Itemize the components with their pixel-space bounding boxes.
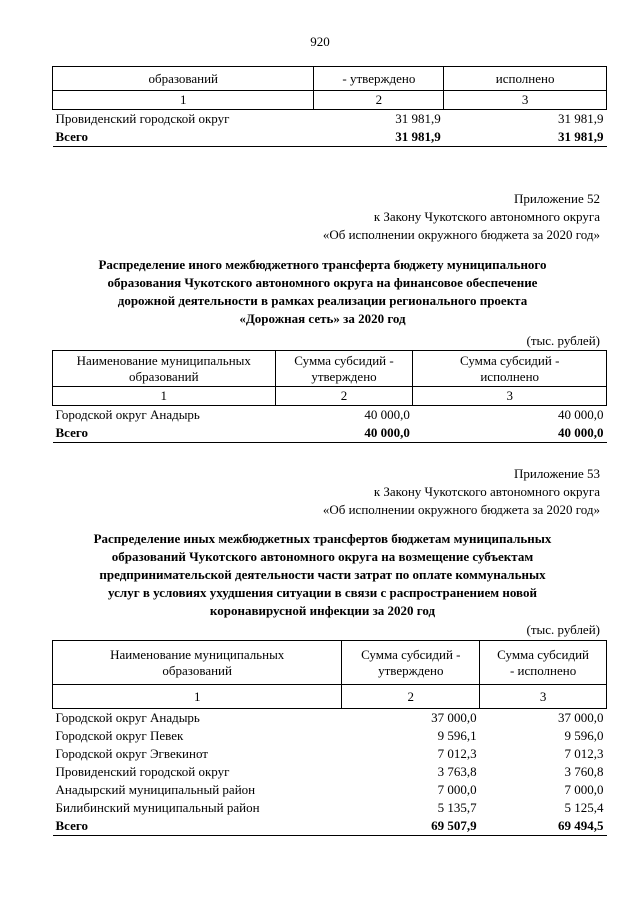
column-header: Наименование муниципальных образований	[53, 351, 276, 387]
appendix-number: Приложение 53	[513, 466, 600, 481]
row-executed: 37 000,0	[558, 710, 604, 725]
row-approved: 40 000,0	[364, 407, 410, 422]
row-name: Билибинский муниципальный район	[55, 800, 260, 815]
appendix-number: Приложение 52	[513, 191, 600, 206]
units-label: (тыс. рублей)	[526, 622, 600, 637]
row-approved: 5 135,7	[437, 800, 477, 815]
row-executed: 31 981,9	[558, 111, 604, 126]
appendix-law-title: «Об исполнении окружного бюджета за 2020 год»	[322, 227, 600, 242]
appendix-law-title: «Об исполнении окружного бюджета за 2020 год»	[322, 502, 600, 517]
row-name: Провиденский городской округ	[55, 111, 230, 126]
total-approved: 40 000,0	[275, 424, 413, 443]
column-number: 1	[53, 387, 276, 406]
column-header: исполнено	[444, 67, 607, 91]
column-header: Сумма субсидий - исполнено	[413, 351, 607, 387]
row-executed: 7 000,0	[564, 782, 604, 797]
table-row	[53, 709, 607, 728]
row-approved: 7 000,0	[437, 782, 477, 797]
total-label: Всего	[53, 128, 314, 147]
column-header: Сумма субсидий - утверждено	[342, 641, 480, 685]
column-header: Наименование муниципальных образований	[53, 641, 342, 685]
appendix-53-title: Распределение иных межбюджетных трансфертов бюджетам муниципальных образований Чукотского автономного округа на возмещение субъектам предпринимательской деятельности части затрат по оплате коммунальных услуг в условиях ухудшения ситуации в связи с распространением новой коронавирусной инфекции за 2020 год	[93, 531, 552, 618]
row-executed: 9 596,0	[564, 728, 604, 743]
appendix-law: к Закону Чукотского автономного округа	[373, 209, 600, 224]
row-executed: 5 125,4	[564, 800, 604, 815]
row-name: Провиденский городской округ	[55, 764, 230, 779]
row-executed: 3 760,8	[564, 764, 604, 779]
column-number: 3	[480, 685, 607, 709]
appendix-53-header	[323, 465, 600, 519]
column-number: 1	[53, 91, 314, 110]
column-number: 3	[444, 91, 607, 110]
row-executed: 40 000,0	[558, 407, 604, 422]
row-approved: 31 981,9	[395, 111, 441, 126]
table-row	[53, 763, 607, 781]
column-number: 2	[275, 387, 413, 406]
total-row	[53, 128, 607, 147]
table-row	[53, 406, 607, 425]
row-approved: 37 000,0	[431, 710, 477, 725]
row-approved: 9 596,1	[437, 728, 477, 743]
table-row	[53, 727, 607, 745]
total-label: Всего	[53, 424, 276, 443]
row-name: Городской округ Анадырь	[55, 407, 200, 422]
total-row	[53, 424, 607, 443]
row-name: Городской округ Анадырь	[55, 710, 200, 725]
row-name: Городской округ Певек	[55, 728, 184, 743]
table-row	[53, 110, 607, 129]
total-approved: 31 981,9	[314, 128, 444, 147]
row-executed: 7 012,3	[564, 746, 604, 761]
row-name: Анадырский муниципальный район	[55, 782, 256, 797]
total-executed: 40 000,0	[413, 424, 607, 443]
units-label: (тыс. рублей)	[526, 333, 600, 348]
total-executed: 31 981,9	[444, 128, 607, 147]
column-header: Сумма субсидий - утверждено	[275, 351, 413, 387]
total-row	[53, 817, 607, 836]
column-number: 3	[413, 387, 607, 406]
table-continuation	[52, 66, 607, 147]
column-header: образований	[53, 67, 314, 91]
row-name: Городской округ Эгвекинот	[55, 746, 208, 761]
total-label: Всего	[53, 817, 342, 836]
table-row	[53, 799, 607, 817]
table-row	[53, 745, 607, 763]
column-number: 2	[342, 685, 480, 709]
column-header: Сумма субсидий - исполнено	[480, 641, 607, 685]
table-appendix-52	[52, 350, 607, 443]
appendix-law: к Закону Чукотского автономного округа	[373, 484, 600, 499]
total-executed: 69 494,5	[480, 817, 607, 836]
total-approved: 69 507,9	[342, 817, 480, 836]
table-row	[53, 781, 607, 799]
column-header: - утверждено	[314, 67, 444, 91]
row-approved: 3 763,8	[437, 764, 477, 779]
column-number: 1	[53, 685, 342, 709]
appendix-52-title: Распределение иного межбюджетного трансферта бюджету муниципального образования Чукотского автономного округа на финансовое обеспечение дорожной деятельности в рамках реализации регионального проекта «Дорожная сеть» за 2020 год	[98, 257, 547, 326]
row-approved: 7 012,3	[437, 746, 477, 761]
column-number: 2	[314, 91, 444, 110]
appendix-52-header	[323, 190, 600, 244]
page-number: 920	[310, 34, 330, 49]
table-appendix-53	[52, 640, 607, 836]
